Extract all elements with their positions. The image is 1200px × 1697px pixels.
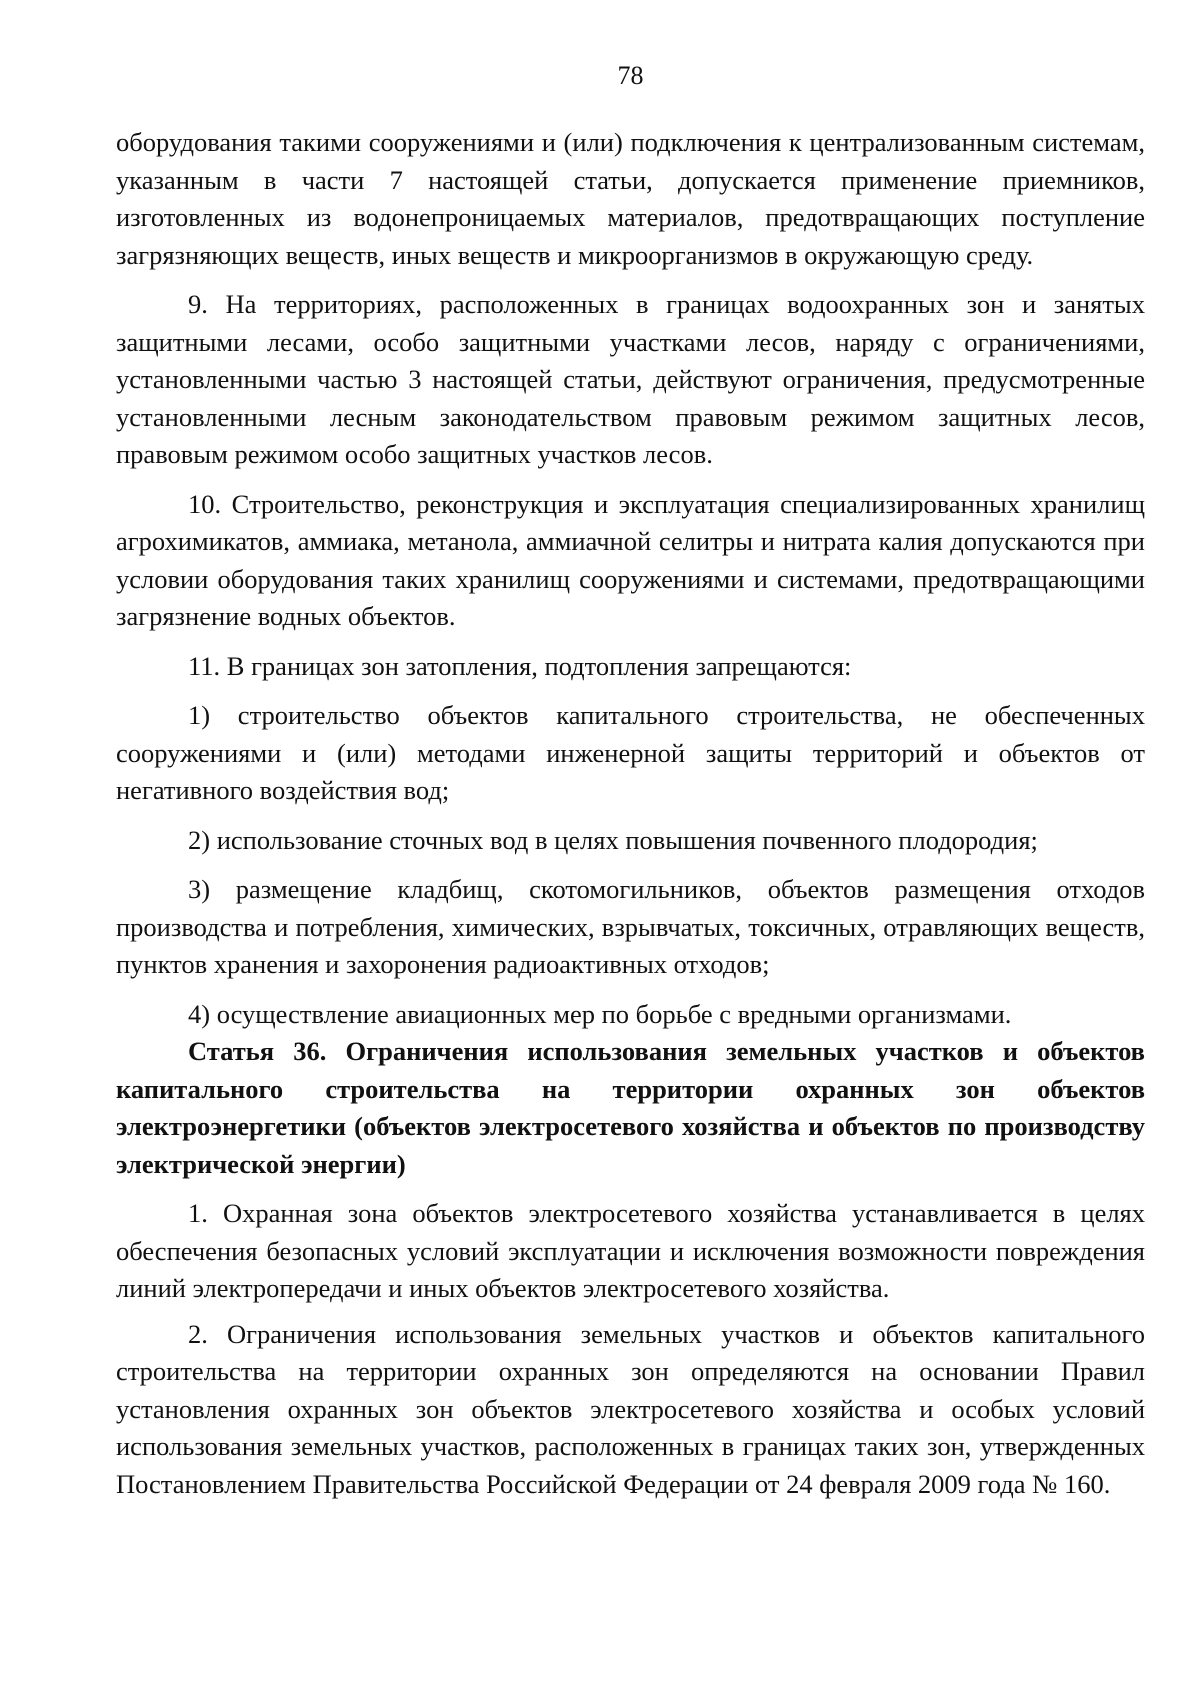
list-item-3: 3) размещение кладбищ, скотомогильников, объектов размещения отходов производства и потребления, химических, взрывчатых, токсичных, отравляющих веществ, пунктов хранения и захоронения радиоактивных отходов;: [116, 874, 1145, 979]
paragraph-continuation: оборудования такими сооружениями и (или) подключения к централизованным системам, указанным в части 7 настоящей статьи, допускается применение приемников, изготовленных из водонепроницаемых материалов, предотвращающих поступление загрязняющих веществ, иных веществ и микроорганизмов в окружающую среду.: [116, 127, 1145, 270]
list-item-1: 1) строительство объектов капитального строительства, не обеспеченных сооружениями и (или) методами инженерной защиты территорий и объектов от негативного воздействия вод;: [116, 700, 1145, 805]
article-36-paragraph-1: 1. Охранная зона объектов электросетевого хозяйства устанавливается в целях обеспечения безопасных условий эксплуатации и исключения возможности повреждения линий электропередачи и иных объектов электросетевого хозяйства.: [116, 1198, 1145, 1303]
paragraph-9: 9. На территориях, расположенных в границах водоохранных зон и занятых защитными лесами, особо защитными участками лесов, наряду с ограничениями, установленными частью 3 настоящей статьи, действуют ограничения, предусмотренные установленными лесным законодательством правовым режимом защитных лесов, правовым режимом особо защитных участков лесов.: [116, 289, 1145, 469]
paragraph-10: 10. Строительство, реконструкция и эксплуатация специализированных хранилищ агрохимикатов, аммиака, метанола, аммиачной селитры и нитрата калия допускаются при условии оборудования таких хранилищ сооружениями и системами, предотвращающими загрязнение водных объектов.: [116, 488, 1145, 631]
paragraph-11: 11. В границах зон затопления, подтопления запрещаются:: [188, 650, 852, 681]
article-36-heading: Статья 36. Ограничения использования земельных участков и объектов капитального строительства на территории охранных зон объектов электроэнергетики (объектов электросетевого хозяйства и объектов по производству электрической энергии): [116, 1036, 1145, 1179]
article-36-paragraph-2: 2. Ограничения использования земельных участков и объектов капитального строительства на территории охранных зон определяются на основании Правил установления охранных зон объектов электросетевого хозяйства и особых условий использования земельных участков, расположенных в границах таких зон, утвержденных Постановлением Правительства Российской Федерации от 24 февраля 2009 года № 160.: [116, 1318, 1145, 1499]
document-body: [116, 124, 1145, 1503]
list-item-4: 4) осуществление авиационных мер по борьбе с вредными организмами.: [188, 998, 1012, 1029]
list-item-2: 2) использование сточных вод в целях повышения почвенного плодородия;: [188, 824, 1038, 855]
page-number: 78: [617, 61, 644, 90]
